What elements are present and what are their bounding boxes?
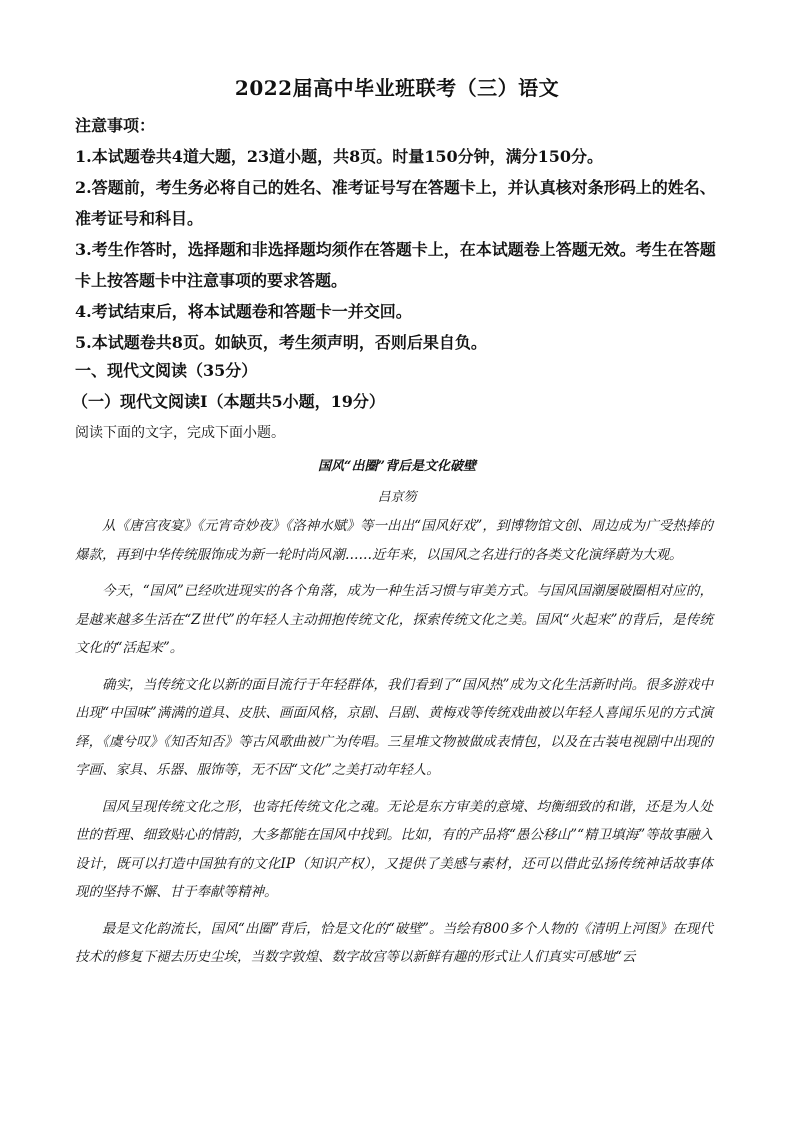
article-paragraph-5: 最是文化韵流长，国风“出圈”背后，恰是文化的“破壁”。当绘有800多个人物的《清明上河图》在现代技术的修复下褪去历史尘埃，当数字敦煌、数字故宫等以新鲜有趣的形式让人们真实可感地“云 [75, 920, 713, 965]
section-heading-reading-1: （一）现代文阅读I（本题共5小题，19分） [72, 392, 385, 411]
article-author: 吕京笏 [377, 490, 417, 505]
section-heading-part1: 一、现代文阅读（35分） [75, 361, 258, 380]
notice-item-3: 3.考生作答时，选择题和非选择题均须作在答题卡上，在本试题卷上答题无效。考生在答题卡上按答题卡中注意事项的要求答题。 [75, 240, 716, 290]
article-paragraph-2: 今天，“国风”已经吹进现实的各个角落，成为一种生活习惯与审美方式。与国风国潮屡破圈相对应的，是越来越多生活在“Z世代”的年轻人主动拥抱传统文化，探索传统文化之美。国风“火起来”的背后，是传统文化的“活起来”。 [75, 583, 713, 656]
exam-title: 2022届高中毕业班联考（三）语文 [234, 76, 560, 100]
notice-block [75, 110, 725, 358]
article-paragraph-3: 确实，当传统文化以新的面目流行于年轻群体，我们看到了“国风热”成为文化生活新时尚。很多游戏中出现“中国味”满满的道具、皮肤、画面风格，京剧、吕剧、黄梅戏等传统戏曲被以年轻人喜闻乐见的方式演绎，《虞兮叹》《知否知否》等古风歌曲被广为传唱。三星堆文物被做成表情包，以及在古装电视剧中出现的字画、家具、乐器、服饰等，无不因“文化”之美打动年轻人。 [75, 676, 713, 778]
notice-item-2: 2.答题前，考生务必将自己的姓名、准考证号写在答题卡上，并认真核对条形码上的姓名、准考证号和科目。 [75, 178, 716, 228]
reading-instruction: 阅读下面的文字，完成下面小题。 [75, 425, 285, 441]
notice-item-4: 4.考试结束后，将本试题卷和答题卡一并交回。 [75, 302, 412, 321]
notice-heading: 注意事项： [75, 116, 156, 135]
article-paragraph-1: 从《唐宫夜宴》《元宵奇妙夜》《洛神水赋》等一出出“国风好戏”，到博物馆文创、周边成为广受热捧的爆款，再到中华传统服饰成为新一轮时尚风潮……近年来，以国风之名进行的各类文化演绎蔚为大观。 [75, 518, 713, 563]
notice-item-1: 1.本试题卷共4道大题，23道小题，共8页。时量150分钟，满分150分。 [75, 147, 604, 166]
article-title: 国风“出圈”背后是文化破壁 [318, 459, 476, 474]
article-paragraph-4: 国风呈现传统文化之形，也寄托传统文化之魂。无论是东方审美的意境、均衡细致的和谐，还是为人处世的哲理、细致贴心的情韵，大多都能在国风中找到。比如，有的产品将“愚公移山”“精卫填海”等故事融入设计，既可以打造中国独有的文化IP（知识产权），又提供了美感与素材，还可以借此弘扬传统神话故事体现的坚持不懈、甘于奉献等精神。 [75, 798, 713, 900]
article-body [75, 512, 713, 980]
notice-item-5: 5.本试题卷共8页。如缺页，考生须声明，否则后果自负。 [75, 333, 487, 352]
